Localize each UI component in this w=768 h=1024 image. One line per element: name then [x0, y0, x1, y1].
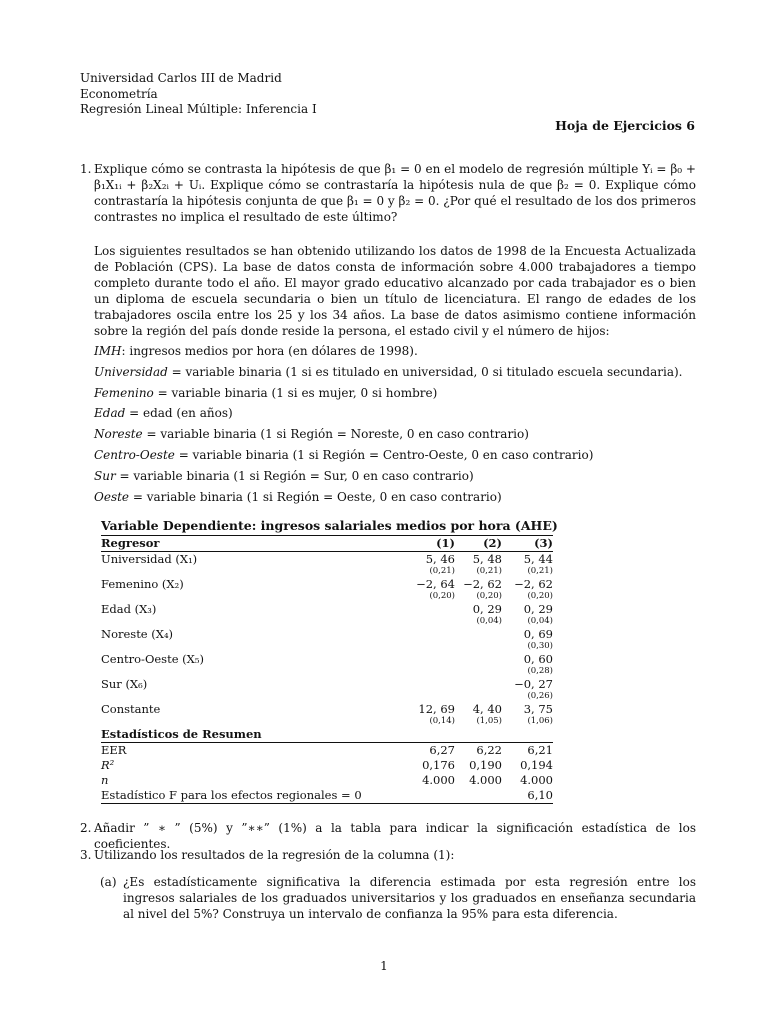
- variable-description: = variable binaria (1 si es titulado en universidad, 0 si titulado escuela secundaria).: [167, 364, 683, 379]
- summary-col-3: 4.000: [520, 773, 553, 787]
- question-text: Utilizando los resultados de la regresión de la columna (1):: [94, 848, 455, 862]
- summary-title-row: [101, 727, 553, 742]
- summary-rows: [101, 743, 553, 803]
- se-col-3: (0,26): [527, 691, 553, 701]
- se-col-2: (0,21): [476, 566, 502, 576]
- summary-label: R²: [101, 758, 115, 772]
- variable-description: = variable binaria (1 si Región = Sur, 0 en caso contrario): [115, 468, 474, 483]
- se-col-2: (1,05): [476, 716, 502, 726]
- se-col-2: (0,20): [476, 591, 502, 601]
- coef-col-3: 0, 69: [523, 627, 553, 641]
- variable-description: = variable binaria (1 si Región = Oeste, 0 en caso contrario): [129, 489, 502, 504]
- regressor-label: Constante: [101, 702, 161, 716]
- coef-col-2: 5, 48: [472, 552, 502, 566]
- se-col-2: (0,04): [476, 616, 502, 626]
- regression-table: [101, 518, 558, 804]
- variable-definition: [94, 468, 696, 489]
- se-col-3: (0,28): [527, 666, 553, 676]
- summary-row: [101, 773, 553, 788]
- variable-description: = variable binaria (1 si es mujer, 0 si hombre): [153, 385, 438, 400]
- standard-error-row: [101, 566, 553, 577]
- university-name: Universidad Carlos III de Madrid: [80, 71, 282, 85]
- coef-col-2: −2, 62: [463, 577, 502, 591]
- se-col-3: (0,20): [527, 591, 553, 601]
- variable-name: IMH: [94, 344, 122, 358]
- table-row: [101, 677, 553, 691]
- table-row: [101, 702, 553, 716]
- variable-name: Noreste: [94, 427, 143, 442]
- standard-error-row: [101, 716, 553, 727]
- se-col-1: (0,14): [429, 716, 455, 726]
- summary-col-1: 0,176: [422, 758, 455, 772]
- variable-definition: [94, 489, 696, 510]
- coef-col-3: 0, 29: [523, 602, 553, 616]
- header-col-2: (2): [483, 536, 502, 550]
- sheet-title: Hoja de Ejercicios 6: [555, 118, 695, 133]
- variable-description: = variable binaria (1 si Región = Centro-Oeste, 0 en caso contrario): [174, 447, 594, 462]
- standard-error-row: [101, 641, 553, 652]
- table-caption: Variable Dependiente: ingresos salariales medios por hora (AHE): [101, 518, 558, 533]
- regressor-label: Edad (X₃): [101, 602, 157, 616]
- coef-col-3: −2, 62: [514, 577, 553, 591]
- variable-definition: [94, 447, 696, 468]
- question-text: Explique cómo se contrasta la hipótesis de que β₁ = 0 en el modelo de regresión múltiple Yᵢ = β₀ + β₁X₁ᵢ + β₂X₂ᵢ + Uᵢ. Explique cómo se contrastaría la hipótesis nula de que β₂ = 0. Explique cómo contrastaría la hipótesis conjunta de que β₁ = 0 y β₂ = 0. ¿Por qué el resultado de los dos primeros contrastes no implica el resultado de este último?: [94, 162, 696, 224]
- table-row: [101, 652, 553, 666]
- se-col-3: (1,06): [527, 716, 553, 726]
- regressor-label: Centro-Oeste (X₅): [101, 652, 204, 666]
- data-description: Los siguientes resultados se han obtenido utilizando los datos de 1998 de la Encuesta Actualizada de Población (CPS). La base de datos consta de información sobre 4.000 trabajadores a tiempo completo durante todo el año. El mayor grado educativo alcanzado por cada trabajador es o bien un diploma de escuela secundaria o bien un título de licenciatura. El rango de edades de los trabajadores oscila entre los 25 y los 34 años. La base de datos asimismo contiene información sobre la región del país donde reside la persona, el estado civil y el número de hijos:: [94, 244, 696, 338]
- summary-col-1: 4.000: [422, 773, 455, 787]
- regressor-label: Universidad (X₁): [101, 552, 198, 566]
- summary-row: [101, 788, 553, 803]
- coef-col-1: 5, 46: [425, 552, 455, 566]
- table-header-row: [101, 536, 553, 551]
- question-text: Añadir ” ∗ ” (5%) y ”∗∗” (1%) a la tabla para indicar la significación estadística de los coeficientes.: [94, 821, 696, 851]
- summary-col-3: 0,194: [520, 758, 553, 772]
- summary-col-3: 6,10: [527, 788, 553, 802]
- table-row: [101, 602, 553, 616]
- coef-col-3: 0, 60: [523, 652, 553, 666]
- question-number: 1.: [80, 162, 92, 176]
- variable-definition: [94, 364, 696, 385]
- question-3: [80, 847, 696, 863]
- regressor-label: Noreste (X₄): [101, 627, 174, 641]
- variable-description: = variable binaria (1 si Región = Noreste, 0 en caso contrario): [142, 427, 529, 442]
- variable-name: Sur: [94, 468, 116, 483]
- subquestion-label: (a): [100, 875, 117, 889]
- se-col-3: (0,21): [527, 566, 553, 576]
- variable-list: [94, 343, 696, 509]
- summary-col-3: 6,21: [527, 743, 553, 757]
- variable-name: Centro-Oeste: [94, 447, 175, 462]
- summary-col-1: 6,27: [429, 743, 455, 757]
- summary-col-2: 6,22: [476, 743, 502, 757]
- regressor-label: Sur (X₆): [101, 677, 148, 691]
- coef-col-2: 0, 29: [472, 602, 502, 616]
- summary-row: [101, 743, 553, 758]
- table-row: [101, 577, 553, 591]
- coefficient-rows: [101, 552, 553, 727]
- variable-name: Femenino: [94, 385, 154, 400]
- question-3a: [100, 874, 696, 922]
- question-number: 2.: [80, 821, 92, 835]
- header-regresor: Regresor: [101, 536, 160, 550]
- coef-col-2: 4, 40: [472, 702, 502, 716]
- variable-description: : ingresos medios por hora (en dólares de 1998).: [121, 344, 418, 358]
- question-1: [80, 161, 696, 225]
- se-col-1: (0,20): [429, 591, 455, 601]
- question-number: 3.: [80, 848, 92, 862]
- coef-col-1: 12, 69: [418, 702, 455, 716]
- table-row: [101, 552, 553, 566]
- variable-definition: [94, 385, 696, 406]
- summary-col-2: 4.000: [469, 773, 502, 787]
- variable-name: Edad: [94, 406, 126, 421]
- standard-error-row: [101, 591, 553, 602]
- coef-col-1: −2, 64: [416, 577, 455, 591]
- variable-definition: [94, 405, 696, 426]
- variable-description: = edad (en años): [125, 406, 233, 421]
- summary-col-2: 0,190: [469, 758, 502, 772]
- summary-title: Estadísticos de Resumen: [101, 727, 262, 741]
- se-col-3: (0,30): [527, 641, 553, 651]
- standard-error-row: [101, 666, 553, 677]
- header-col-1: (1): [436, 536, 455, 550]
- summary-label: EER: [101, 743, 127, 757]
- header-col-3: (3): [534, 536, 553, 550]
- variable-definition: [94, 343, 696, 364]
- variable-definition: [94, 426, 696, 447]
- document-header: [80, 71, 317, 118]
- course-name: Econometría: [80, 86, 158, 101]
- standard-error-row: [101, 616, 553, 627]
- topic-name: Regresión Lineal Múltiple: Inferencia I: [80, 102, 317, 116]
- variable-name: Universidad: [94, 364, 168, 379]
- standard-error-row: [101, 691, 553, 702]
- se-col-3: (0,04): [527, 616, 553, 626]
- table-rule: [101, 803, 553, 804]
- coef-col-3: −0, 27: [514, 677, 553, 691]
- summary-label: Estadístico F para los efectos regionales = 0: [101, 788, 362, 802]
- summary-label: n: [101, 773, 109, 787]
- subquestion-text: ¿Es estadísticamente significativa la diferencia estimada por esta regresión entre los ingresos salariales de los graduados universitarios y los graduados en enseñanza secundaria al nivel del 5%? Construya un intervalo de confianza la 95% para esta diferencia.: [123, 875, 696, 921]
- coef-col-3: 5, 44: [523, 552, 553, 566]
- page-number: 1: [380, 959, 388, 973]
- table-row: [101, 627, 553, 641]
- regressor-label: Femenino (X₂): [101, 577, 184, 591]
- coef-col-3: 3, 75: [523, 702, 553, 716]
- se-col-1: (0,21): [429, 566, 455, 576]
- variable-name: Oeste: [94, 489, 130, 504]
- summary-row: [101, 758, 553, 773]
